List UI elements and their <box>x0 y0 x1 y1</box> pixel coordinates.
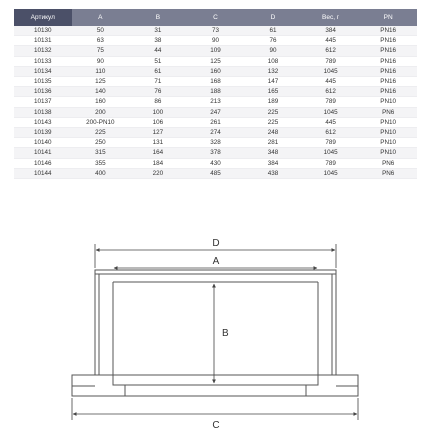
table-cell: 10135 <box>14 77 72 87</box>
table-cell: 86 <box>129 97 187 107</box>
table-cell: PN16 <box>359 36 417 46</box>
table-cell: 63 <box>72 36 130 46</box>
table-cell: 445 <box>302 77 360 87</box>
table-cell: PN16 <box>359 66 417 76</box>
table-cell: 200 <box>72 107 130 117</box>
table-cell: 10133 <box>14 56 72 66</box>
table-cell: 51 <box>129 56 187 66</box>
table-cell: 100 <box>129 107 187 117</box>
table-cell: 188 <box>187 87 245 97</box>
table-cell: 132 <box>244 66 302 76</box>
label-d: D <box>212 238 220 249</box>
table-cell: 125 <box>72 77 130 87</box>
table-cell: 612 <box>302 46 360 56</box>
table-cell: 10130 <box>14 26 72 36</box>
table-cell: PN16 <box>359 77 417 87</box>
table-cell: PN10 <box>359 97 417 107</box>
table-cell: 612 <box>302 87 360 97</box>
table-cell: 445 <box>302 117 360 127</box>
table-cell: 1045 <box>302 66 360 76</box>
table-cell: 10136 <box>14 87 72 97</box>
table-row <box>14 128 417 138</box>
table-cell: 384 <box>244 158 302 168</box>
table-cell: PN16 <box>359 87 417 97</box>
table-cell: 789 <box>302 158 360 168</box>
table-cell: 90 <box>72 56 130 66</box>
table-cell: 10146 <box>14 158 72 168</box>
header-b: B <box>129 9 187 26</box>
table-cell: 50 <box>72 26 130 36</box>
table-cell: PN16 <box>359 26 417 36</box>
label-b: B <box>222 328 229 339</box>
table-cell: 110 <box>72 66 130 76</box>
table-cell: 44 <box>129 46 187 56</box>
table-cell: 378 <box>187 148 245 158</box>
table-cell: 328 <box>187 138 245 148</box>
table-cell: 127 <box>129 128 187 138</box>
table-cell: 10131 <box>14 36 72 46</box>
table-cell: 220 <box>129 168 187 178</box>
table-body <box>14 26 417 179</box>
table-cell: 10132 <box>14 46 72 56</box>
table-cell: 90 <box>244 46 302 56</box>
table-cell: 445 <box>302 36 360 46</box>
table-cell: 108 <box>244 56 302 66</box>
table-cell: 225 <box>244 107 302 117</box>
table-cell: 71 <box>129 77 187 87</box>
table-cell: 1045 <box>302 168 360 178</box>
table-cell: 438 <box>244 168 302 178</box>
table-cell: 61 <box>129 66 187 76</box>
table-cell: 612 <box>302 128 360 138</box>
table-cell: 274 <box>187 128 245 138</box>
table-cell: 485 <box>187 168 245 178</box>
header-article: Артикул <box>14 9 72 26</box>
table-cell: 90 <box>187 36 245 46</box>
table-cell: 1045 <box>302 107 360 117</box>
table-cell: PN6 <box>359 107 417 117</box>
table-cell: 147 <box>244 77 302 87</box>
table-cell: PN10 <box>359 138 417 148</box>
table-cell: PN10 <box>359 128 417 138</box>
table-cell: 10138 <box>14 107 72 117</box>
table-cell: PN16 <box>359 46 417 56</box>
table-cell: 31 <box>129 26 187 36</box>
flange-drawing <box>0 230 430 430</box>
table-cell: PN6 <box>359 168 417 178</box>
table-cell: 1045 <box>302 148 360 158</box>
table-cell: 355 <box>72 158 130 168</box>
table-cell: 225 <box>244 117 302 127</box>
table-cell: 131 <box>129 138 187 148</box>
table-row <box>14 107 417 117</box>
table-row <box>14 36 417 46</box>
flange-outline <box>72 270 358 396</box>
label-c: C <box>212 420 220 430</box>
table-cell: 76 <box>129 87 187 97</box>
table-cell: 10143 <box>14 117 72 127</box>
table-row <box>14 168 417 178</box>
table-cell: 165 <box>244 87 302 97</box>
table-cell: 61 <box>244 26 302 36</box>
header-a: A <box>72 9 130 26</box>
table-cell: 315 <box>72 148 130 158</box>
table-row <box>14 138 417 148</box>
table-row <box>14 97 417 107</box>
table-cell: 168 <box>187 77 245 87</box>
table-row <box>14 56 417 66</box>
table-cell: 10144 <box>14 168 72 178</box>
table-row <box>14 87 417 97</box>
table-cell: 248 <box>244 128 302 138</box>
table-cell: 38 <box>129 36 187 46</box>
table-row <box>14 46 417 56</box>
table-row <box>14 117 417 127</box>
table-cell: 400 <box>72 168 130 178</box>
table-cell: 384 <box>302 26 360 36</box>
dimensions-table <box>14 9 417 179</box>
table-cell: 789 <box>302 138 360 148</box>
table-cell: 10134 <box>14 66 72 76</box>
dimension-c <box>72 398 358 420</box>
table-row <box>14 148 417 158</box>
table-cell: 789 <box>302 56 360 66</box>
table-cell: 73 <box>187 26 245 36</box>
table-row <box>14 66 417 76</box>
table-cell: 213 <box>187 97 245 107</box>
table-cell: PN10 <box>359 148 417 158</box>
table-cell: 106 <box>129 117 187 127</box>
table-cell: 109 <box>187 46 245 56</box>
table-cell: 10141 <box>14 148 72 158</box>
table-cell: 10139 <box>14 128 72 138</box>
label-a: A <box>212 256 220 267</box>
table-cell: PN10 <box>359 117 417 127</box>
table-row <box>14 26 417 36</box>
header-weight: Вес, г <box>302 9 360 26</box>
table-cell: 250 <box>72 138 130 148</box>
table-cell: 10140 <box>14 138 72 148</box>
table-row <box>14 77 417 87</box>
table-cell: 184 <box>129 158 187 168</box>
table-cell: 348 <box>244 148 302 158</box>
table-header-row <box>14 9 417 26</box>
table-cell: 76 <box>244 36 302 46</box>
table-row <box>14 158 417 168</box>
table-cell: 125 <box>187 56 245 66</box>
table-cell: PN16 <box>359 56 417 66</box>
table-cell: PN6 <box>359 158 417 168</box>
table-cell: 140 <box>72 87 130 97</box>
table-cell: 164 <box>129 148 187 158</box>
table-cell: 200-PN10 <box>72 117 130 127</box>
header-d: D <box>244 9 302 26</box>
table-cell: 281 <box>244 138 302 148</box>
table-cell: 75 <box>72 46 130 56</box>
table-cell: 789 <box>302 97 360 107</box>
header-pn: PN <box>359 9 417 26</box>
table-cell: 225 <box>72 128 130 138</box>
table-cell: 160 <box>72 97 130 107</box>
table-cell: 189 <box>244 97 302 107</box>
table-cell: 10137 <box>14 97 72 107</box>
table-cell: 261 <box>187 117 245 127</box>
table-cell: 160 <box>187 66 245 76</box>
table-cell: 247 <box>187 107 245 117</box>
table-cell: 430 <box>187 158 245 168</box>
header-c: C <box>187 9 245 26</box>
